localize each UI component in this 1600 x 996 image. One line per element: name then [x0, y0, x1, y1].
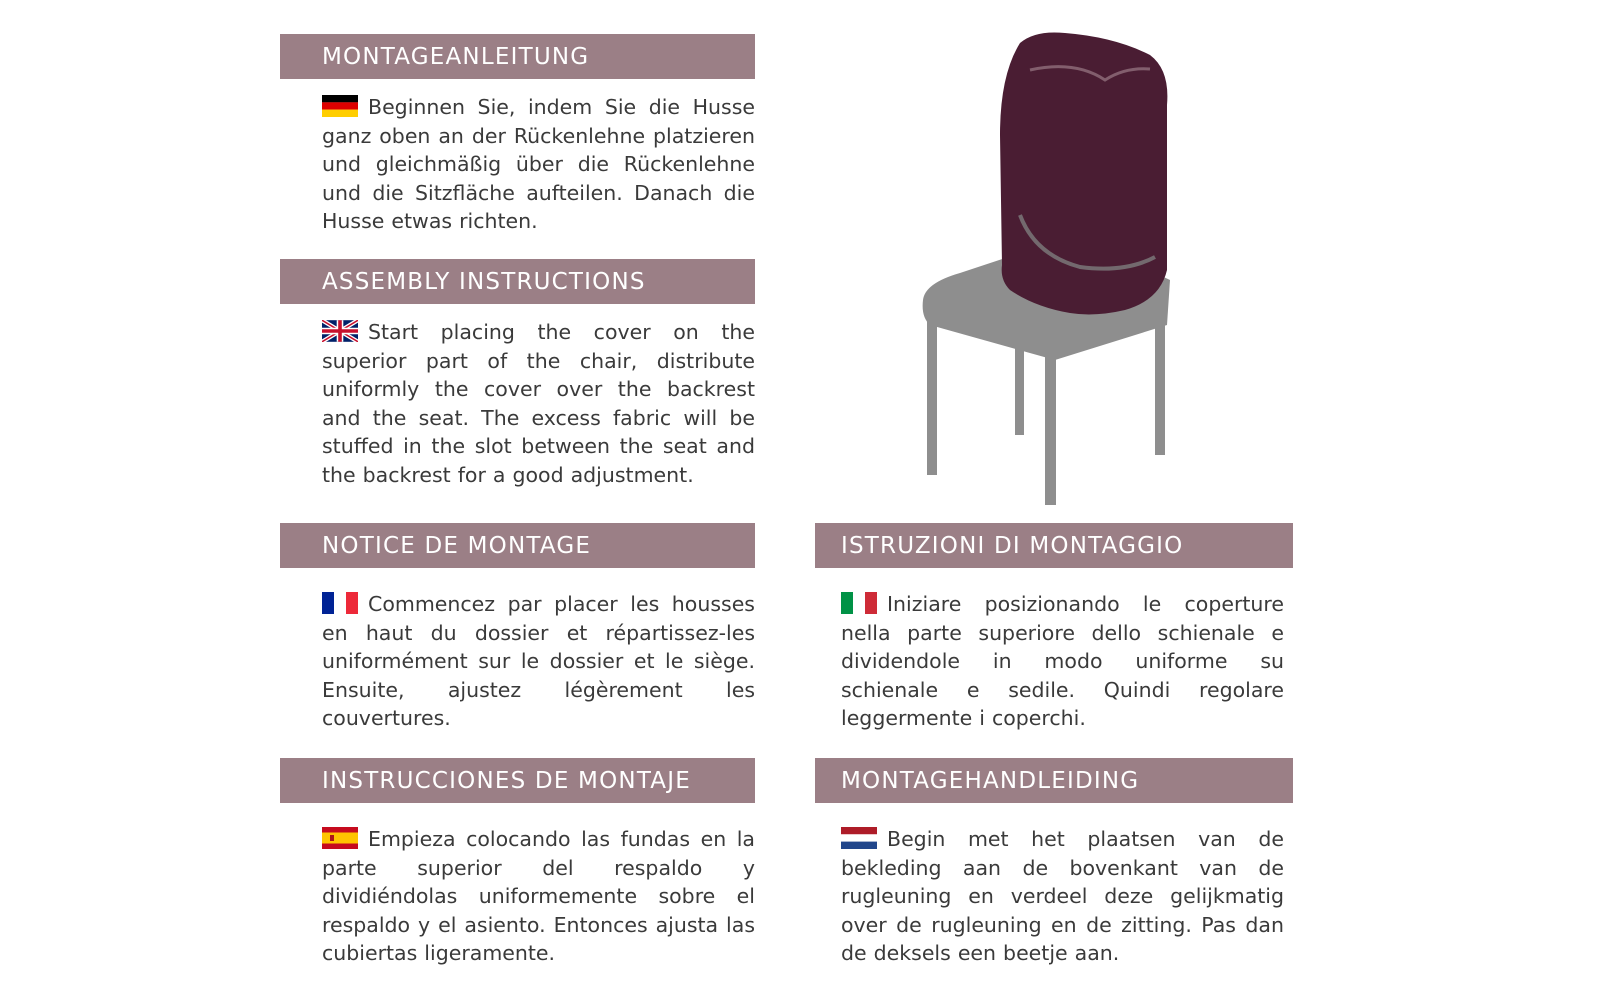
spain-flag-icon — [322, 827, 358, 849]
section-french — [280, 523, 755, 733]
section-title: ASSEMBLY INSTRUCTIONS — [280, 259, 755, 304]
section-english — [280, 259, 755, 490]
section-title: MONTAGEHANDLEIDING — [815, 758, 1293, 803]
chair-leg — [1155, 315, 1165, 455]
section-dutch — [815, 758, 1293, 968]
section-text: Commencez par placer les housses en haut du dossier et répartissez-les uniformément sur le dossier et le siège. Ensuite, ajustez légèrement les couvertures. — [322, 592, 755, 731]
chair-leg — [927, 320, 937, 475]
france-flag-icon — [322, 592, 358, 614]
uk-flag-icon — [322, 320, 358, 342]
section-title: INSTRUCCIONES DE MONTAJE — [280, 758, 755, 803]
section-text: Empieza colocando las fundas en la parte superior del respaldo y dividiéndolas uniformemente sobre el respaldo y el asiento. Entonces ajusta las cubiertas ligeramente. — [322, 827, 755, 966]
netherlands-flag-icon — [841, 827, 877, 849]
germany-flag-icon — [322, 95, 358, 117]
section-text-block — [322, 93, 755, 236]
section-italian — [815, 523, 1293, 733]
section-spanish — [280, 758, 755, 968]
section-text-block — [841, 825, 1284, 968]
chair-leg — [1045, 350, 1056, 505]
section-text: Beginnen Sie, indem Sie die Husse ganz oben an der Rückenlehne platzieren und gleichmäßig über die Rückenlehne und die Sitzfläche aufteilen. Danach die Husse etwas richten. — [322, 95, 755, 234]
section-title: NOTICE DE MONTAGE — [280, 523, 755, 568]
chair-cover-illustration — [905, 25, 1215, 505]
italy-flag-icon — [841, 592, 877, 614]
section-title: MONTAGEANLEITUNG — [280, 34, 755, 79]
chair-cover — [1000, 32, 1167, 314]
section-text-block — [841, 590, 1284, 733]
section-title: ISTRUZIONI DI MONTAGGIO — [815, 523, 1293, 568]
section-text: Iniziare posizionando le coperture nella parte superiore dello schienale e dividendole in modo uniforme su schienale e sedile. Quindi regolare leggermente i coperchi. — [841, 592, 1284, 731]
section-text-block — [322, 318, 755, 490]
section-text: Begin met het plaatsen van de bekleding aan de bovenkant van de rugleuning en verdeel deze gelijkmatig over de rugleuning en de zitting. Pas dan de deksels een beetje aan. — [841, 827, 1284, 966]
section-text-block — [322, 825, 755, 968]
section-german — [280, 34, 755, 236]
section-text: Start placing the cover on the superior part of the chair, distribute uniformly the cover over the backrest and the seat. The excess fabric will be stuffed in the slot between the seat and the backrest for a good adjustment. — [322, 320, 755, 487]
section-text-block — [322, 590, 755, 733]
